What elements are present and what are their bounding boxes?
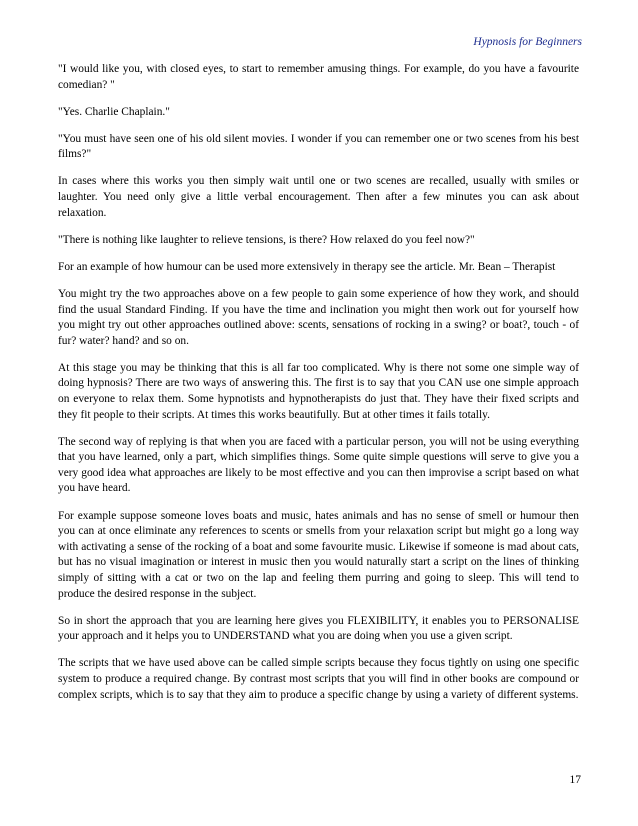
paragraph: "You must have seen one of his old silent movies. I wonder if you can remember one or two scenes from his best films?" xyxy=(58,132,579,161)
paragraph: The scripts that we have used above can be called simple scripts because they focus tightly on using one specific system to produce a required change. By contrast most scripts that you will find in other books are compound or complex scripts, which is to say that they aim to produce a specific change by using a variety of different systems. xyxy=(58,657,579,701)
paragraph: For example suppose someone loves boats and music, hates animals and has no sense of smell or humour then you can at once eliminate any references to scents or smells from your relaxation script but might go a long way with activating a sense of the rocking of a boat and some favourite music. Likewise if someone is mad about cats, but has no visual imagination or interest in music then you would naturally start a script on the lines of thinking simply of sitting with a cat or two on the lap and feeling them purring and going to sleep. This will tend to produce the desired response in the subject. xyxy=(58,509,579,600)
paragraph: You might try the two approaches above on a few people to gain some experience of how they work, and should find the usual Standard Finding. If you have the time and inclination you might then work out for yourself how you might try out other approaches outlined above: scents, sensations of rocking in a swing? or boat?, touch - of fur? water? hand? and so on. xyxy=(58,287,579,347)
paragraph: "Yes. Charlie Chaplain." xyxy=(58,105,170,118)
body-text xyxy=(58,62,579,715)
running-header: Hypnosis for Beginners xyxy=(473,36,582,48)
paragraph: The second way of replying is that when you are faced with a particular person, you will not be using everything that you have learned, only a part, which simplifies things. Some quite simple questions will serve to give you a very good idea what approaches are likely to be most effective and you can then improvise a script based on what you have heard. xyxy=(58,435,579,495)
paragraph: In cases where this works you then simply wait until one or two scenes are recalled, usually with smiles or laughter. You need only give a little verbal encouragement. Then after a few minutes you can ask about relaxation. xyxy=(58,175,579,219)
paragraph: "There is nothing like laughter to relieve tensions, is there? How relaxed do you feel now?" xyxy=(58,233,475,246)
paragraph: "I would like you, with closed eyes, to start to remember amusing things. For example, do you have a favourite comedian? " xyxy=(58,63,579,91)
paragraph: So in short the approach that you are learning here gives you FLEXIBILITY, it enables you to PERSONALISE your approach and it helps you to UNDERSTAND what you are doing when you use a given script. xyxy=(58,614,579,643)
paragraph: At this stage you may be thinking that this is all far too complicated. Why is there not some one simple way of doing hypnosis? There are two ways of answering this. The first is to say that you CAN use one simple approach on everyone to relax them. Some hypnotists and hypnotherapists do just that. They have their fixed scripts and they fit people to their scripts. At times this works beautifully. But at other times it fails totally. xyxy=(58,361,579,421)
page-number: 17 xyxy=(569,774,581,786)
paragraph: For an example of how humour can be used more extensively in therapy see the article. Mr. Bean – Therapist xyxy=(58,260,556,273)
